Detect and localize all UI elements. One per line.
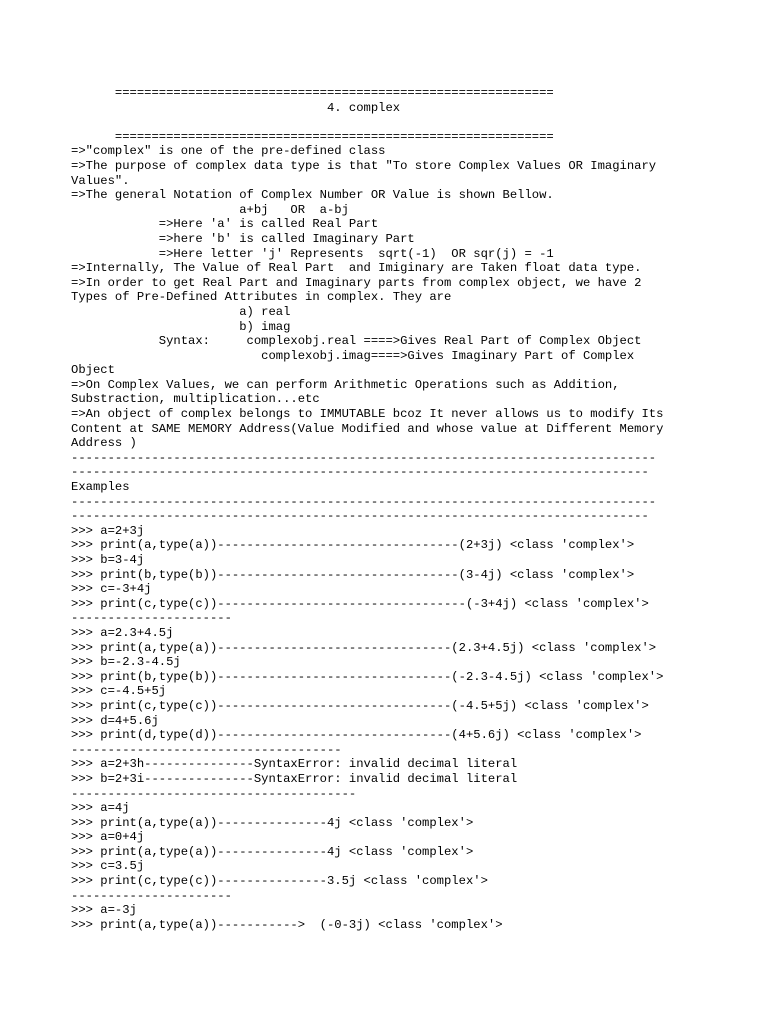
text-line: >>> a=2+3j [71, 523, 145, 538]
text-line: b) imag [71, 319, 291, 334]
text-line: complexobj.imag====>Gives Imaginary Part of Complex [71, 348, 635, 363]
text-line: >>> c=-4.5+5j [71, 684, 167, 699]
text-line: --------------------------------------- [71, 786, 357, 801]
text-line: ------------------------------------------------------------------------------- [71, 509, 649, 524]
text-line: Substraction, multiplication...etc [71, 392, 320, 407]
text-line: >>> print(b,type(b))---------------------------------(3-4j) <class 'complex'> [71, 567, 635, 582]
text-line: >>> c=-3+4j [71, 582, 152, 597]
text-line: Values". [71, 173, 130, 188]
text-line: =>The general Notation of Complex Number OR Value is shown Bellow. [71, 188, 554, 203]
text-line: >>> a=2+3h---------------SyntaxError: invalid decimal literal [71, 757, 518, 772]
text-line: >>> a=4j [71, 801, 130, 816]
text-line: =>"complex" is one of the pre-defined class [71, 144, 386, 159]
text-line: -------------------------------------------------------------------------------- [71, 450, 657, 465]
text-line: ============================================================ [71, 86, 554, 100]
text-line: >>> b=2+3i---------------SyntaxError: invalid decimal literal [71, 771, 518, 786]
text-line: Types of Pre-Defined Attributes in complex. They are [71, 290, 452, 305]
text-line: =>Here letter 'j' Represents sqrt(-1) OR sqr(j) = -1 [71, 246, 554, 261]
text-line: =>Internally, The Value of Real Part and Imiginary are Taken float data type. [71, 261, 642, 276]
text-line: >>> print(d,type(d))--------------------------------(4+5.6j) <class 'complex'> [71, 728, 642, 743]
text-line: ------------------------------------- [71, 742, 342, 757]
text-line: Syntax: complexobj.real ====>Gives Real Part of Complex Object [71, 334, 642, 349]
text-line: a) real [71, 304, 291, 319]
text-line: 4. complex [71, 100, 401, 115]
text-line: =>On Complex Values, we can perform Arithmetic Operations such as Addition, [71, 377, 620, 392]
text-line: =>Here 'a' is called Real Part [71, 217, 379, 232]
text-line: >>> b=-2.3-4.5j [71, 655, 181, 670]
text-line: ============================================================ [71, 129, 554, 144]
text-line: =>An object of complex belongs to IMMUTABLE bcoz It never allows us to modify Its [71, 407, 664, 422]
text-line: >>> print(c,type(c))---------------3.5j <class 'complex'> [71, 874, 488, 889]
text-line: Content at SAME MEMORY Address(Value Modified and whose value at Different Memory [71, 421, 664, 436]
text-line: >>> a=0+4j [71, 830, 145, 845]
text-line: ---------------------- [71, 611, 232, 626]
text-line: >>> print(c,type(c))----------------------------------(-3+4j) <class 'complex'> [71, 596, 649, 611]
text-line: -------------------------------------------------------------------------------- [71, 494, 657, 509]
text-line: >>> print(a,type(a))--------------------------------(2.3+4.5j) <class 'complex'> [71, 640, 657, 655]
text-line: Examples [71, 480, 130, 495]
text-line: >>> b=3-4j [71, 553, 145, 567]
text-line: ---------------------- [71, 888, 232, 903]
text-line: >>> print(a,type(a))-----------> (-0-3j) <class 'complex'> [71, 917, 503, 932]
text-line: >>> print(a,type(a))---------------4j <class 'complex'> [71, 815, 474, 830]
text-line: >>> a=2.3+4.5j [71, 625, 174, 640]
text-line: a+bj OR a-bj [71, 202, 349, 217]
text-line: =>The purpose of complex data type is that "To store Complex Values OR Imaginary [71, 158, 657, 173]
text-line: >>> print(b,type(b))--------------------------------(-2.3-4.5j) <class 'complex'> [71, 669, 664, 684]
text-line: ------------------------------------------------------------------------------- [71, 465, 649, 480]
text-line: =>In order to get Real Part and Imaginary parts from complex object, we have 2 [71, 275, 642, 290]
blank-line [71, 115, 711, 130]
text-line: >>> d=4+5.6j [71, 713, 159, 728]
text-line: >>> a=-3j [71, 903, 137, 918]
text-line: >>> print(c,type(c))--------------------------------(-4.5+5j) <class 'complex'> [71, 698, 649, 713]
text-line: >>> print(a,type(a))---------------------------------(2+3j) <class 'complex'> [71, 538, 635, 553]
text-line: Object [71, 363, 115, 378]
text-line: Address ) [71, 436, 137, 451]
text-line: =>here 'b' is called Imaginary Part [71, 231, 415, 246]
document-page [71, 86, 711, 932]
text-line: >>> print(a,type(a))---------------4j <class 'complex'> [71, 844, 474, 859]
text-line: >>> c=3.5j [71, 859, 145, 874]
